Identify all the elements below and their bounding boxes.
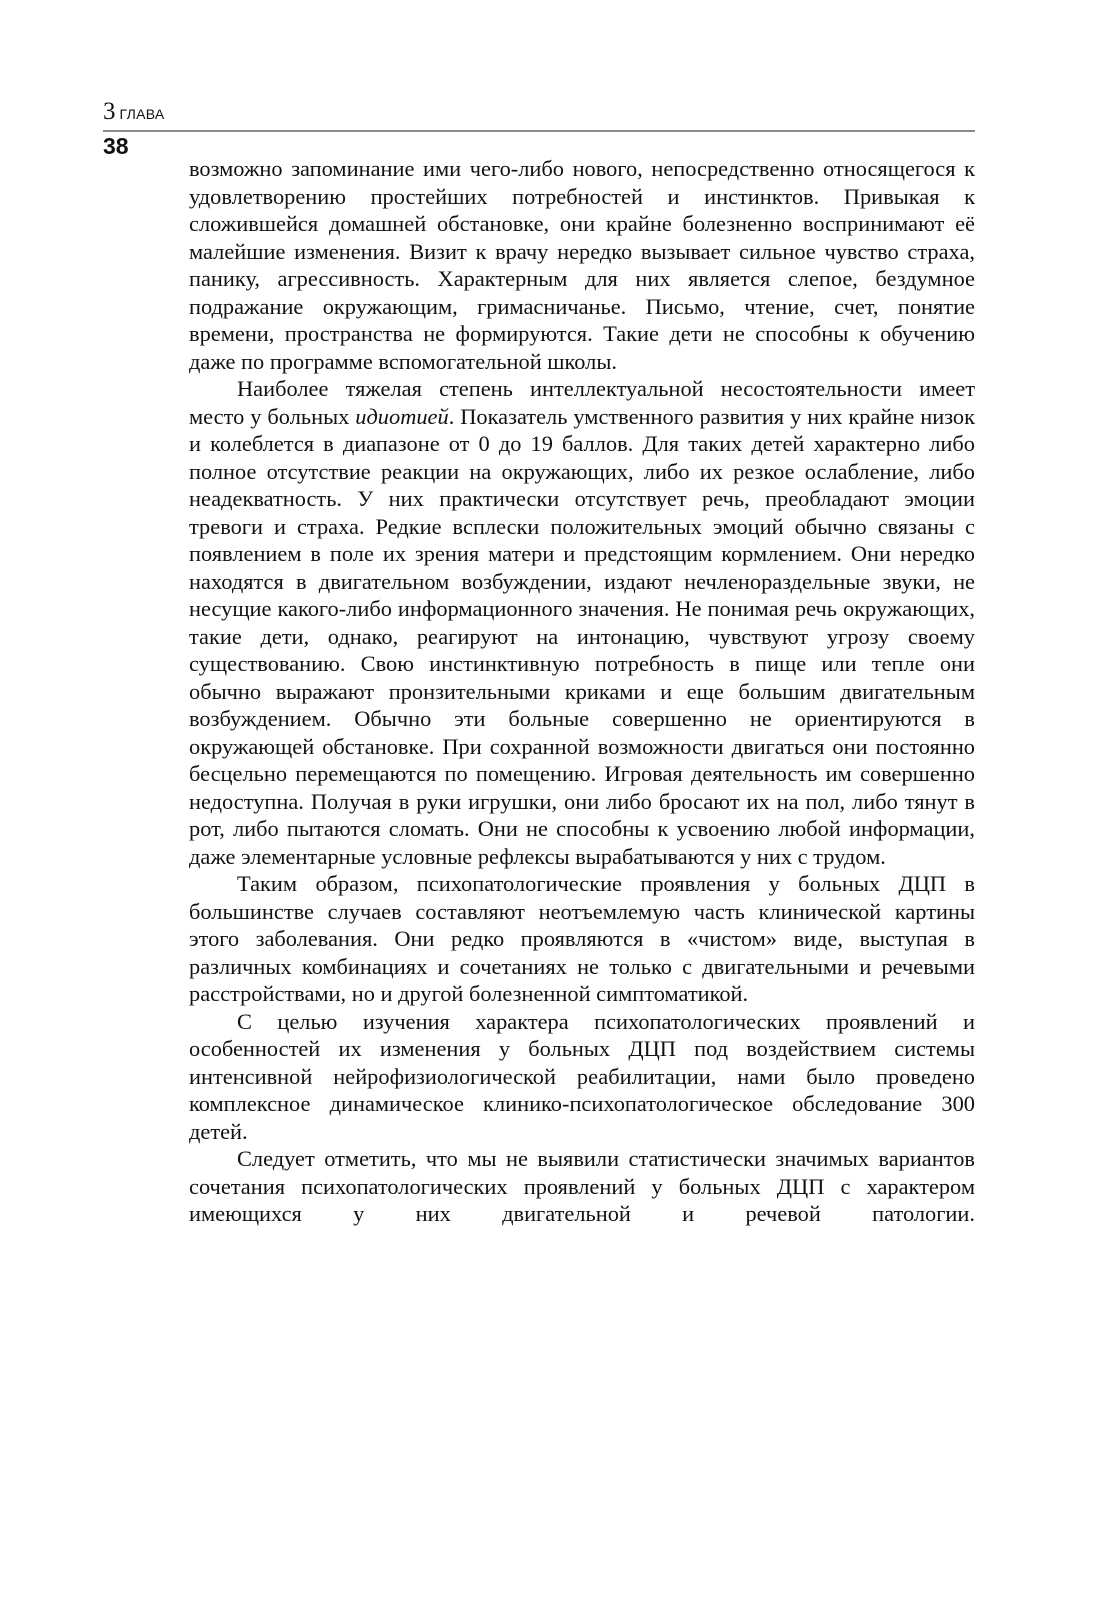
paragraph-2-start: Наиболее тяжелая степень интеллектуальной несостоятельности имеет место у больных (189, 376, 975, 429)
paragraph-4: С целью изучения характера психопатологических проявлений и особенностей их изменения у больных ДЦП под воздействием системы интенсивной нейрофизиологической реабилитации, нами было проведено комплексное динамическое клинико-психопатологическое обследование 300 детей. (189, 1008, 975, 1144)
page-number: 38 (103, 133, 129, 159)
paragraph-3: Таким образом, психопатологические проявления у больных ДЦП в большинстве случаев составляют неотъемлемую часть клинической картины этого заболевания. Они редко проявляются в «чистом» виде, выступая в различных комбинациях и сочетаниях не только с двигательными и речевыми расстройствами, но и другой болезненной симптоматикой. (189, 871, 975, 1006)
paragraph-2 (189, 375, 975, 870)
body-text (189, 155, 975, 1228)
chapter-label: ГЛАВА (119, 106, 165, 122)
chapter-number: 3 (103, 98, 116, 125)
paragraph-5: Следует отметить, что мы не выявили статистически значимых вариантов сочетания психопатологических проявлений у больных ДЦП с характером имеющихся у них двигательной и речевой патологии. (189, 1146, 975, 1226)
header-rule (103, 130, 975, 132)
term-idiotia: идиотией (355, 403, 449, 429)
chapter-header (103, 98, 165, 126)
paragraph-1: возможно запоминание ими чего-либо нового, непосредственно относящегося к удовлетворению простейших потребностей и инстинктов. Привыкая к сложившейся домашней обстановке, они крайне болезненно воспринимают её малейшие изменения. Визит к врачу нередко вызывает сильное чувство страха, панику, агрессивность. Характерным для них является слепое, бездумное подражание окружающим, гримасничанье. Письмо, чтение, счет, понятие времени, пространства не формируются. Такие дети не способны к обучению даже по программе вспомогательной школы. (189, 156, 975, 374)
paragraph-2-rest: . Показатель умственного развития у них крайне низок и колеблется в диапазоне от 0 до 19 баллов. Для таких детей характерно либо полное отсутствие реакции на окружающих, либо их резкое ослабление, либо неадекватность. У них практически отсутствует речь, преобладают эмоции тревоги и страха. Редкие всплески положительных эмоций обычно связаны с появлением в поле их зрения матери и предстоящим кормлением. Они нередко находятся в двигательном возбуждении, издают нечленораздельные звуки, не несущие какого-либо информационного значения. Не понимая речь окружающих, такие дети, однако, реагируют на интонацию, чувствуют угрозу своему существованию. Свою инстинктивную потребность в пище или тепле они обычно выражают пронзительными криками и еще большим двигательным возбуждением. Обычно эти больные совершенно не ориентируются в окружающей обстановке. При сохранной возможности двигаться они постоянно бесцельно перемещаются по помещению. Игровая деятельность им совершенно недоступна. Получая в руки игрушки, они либо бросают их на пол, либо тянут в рот, либо пытаются сломать. Они не способны к усвоению любой информации, даже элементарные условные рефлексы вырабатываются у них с трудом. (189, 403, 975, 869)
